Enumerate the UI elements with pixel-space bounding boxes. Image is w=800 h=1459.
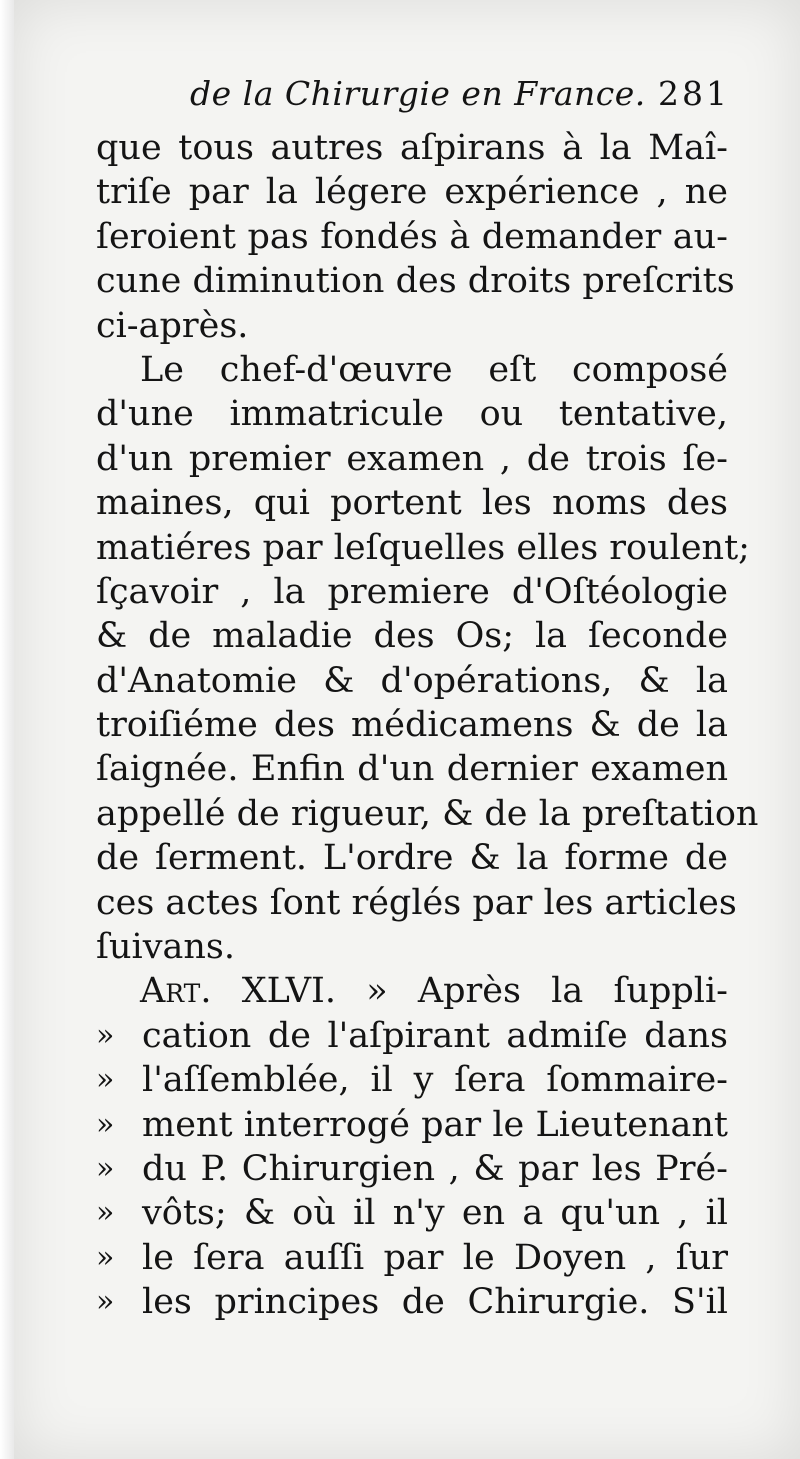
text-line: ces actes ſont réglés par les articles [96,882,737,923]
text-line: cune diminution des droits preſcrits [96,261,735,302]
paragraph-1 [96,126,735,348]
quoted-line [96,1236,728,1280]
quoted-text: vôts; & où il n'y en a qu'un , il [142,1193,728,1234]
text-line: Le chef-d'œuvre eſt composé [140,349,728,390]
text-line: ſeroient pas fondés à demander au- [96,216,728,257]
text-line: triſe par la légere expérience , ne [96,172,728,213]
quoted-text: les principes de Chirurgie. S'il [142,1282,728,1323]
text-line: d'Anatomie & d'opérations, & la [96,660,728,701]
text-line: ſuivans. [96,927,235,968]
quoted-line [96,1103,728,1147]
page-number: 281 [658,74,730,113]
guillemet-mark: » [96,1195,116,1231]
quoted-line [96,1058,728,1102]
quoted-text: du P. Chirurgien , & par les Pré- [142,1148,728,1189]
text-line: matiéres par leſquelles elles roulent; [96,527,750,568]
text-line: maines, qui portent les noms des [96,483,728,524]
text-line: d'un premier examen , de trois ſe- [96,438,728,479]
quoted-text: ment interrogé par le Lieutenant [142,1104,728,1145]
text-line: ſçavoir , la premiere d'Oſtéologie [96,571,728,612]
quoted-line [96,1014,728,1058]
text-line: troiſiéme des médicamens & de la [96,705,728,746]
body-text [96,126,759,1325]
text-line: de ſerment. L'ordre & la forme de [96,838,728,879]
text-line: d'une immatricule ou tentative, [96,394,728,435]
running-head [190,74,730,122]
quoted-line [96,1191,728,1235]
quoted-line [96,1147,728,1191]
paragraph-2 [96,348,759,969]
text-line: ci-après. [96,305,249,346]
article-heading-line [96,969,728,1013]
running-title: de la Chirurgie en France. [190,74,646,113]
guillemet-mark: » [96,1106,116,1142]
quoted-line [96,1280,728,1324]
guillemet-mark: » [96,1284,116,1320]
quoted-text: l'aſſemblée, il y ſera ſommaire- [142,1060,728,1101]
article-label: Art. [140,971,212,1012]
guillemet-mark: » [96,1150,116,1186]
text-line: appellé de rigueur, & de la preſtation [96,793,759,834]
text-line: & de maladie des Os; la ſeconde [96,616,728,657]
guillemet-mark: » [96,1239,116,1275]
guillemet-mark: » [96,1062,116,1098]
guillemet-mark: » [96,1017,116,1053]
text-line: que tous autres aſpirans à la Maî- [96,128,728,168]
article-number: XLVI. [241,971,336,1012]
quoted-text: le ſera auſſi par le Doyen , ſur [142,1237,728,1278]
text-line: ſaignée. Enfin d'un dernier examen [96,749,728,790]
article-46 [96,969,728,1324]
article-first-line: » Après la ſuppli- [366,971,728,1012]
quoted-text: cation de l'aſpirant admiſe dans [142,1015,728,1056]
page-edge [0,0,14,1459]
